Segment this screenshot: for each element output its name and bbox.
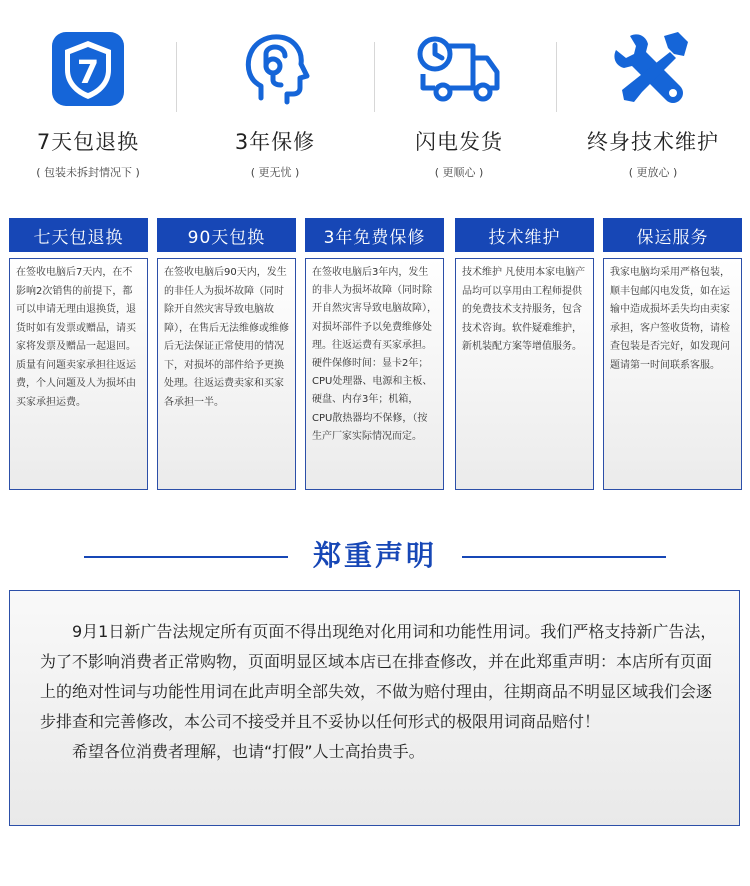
- service-card: [455, 218, 594, 484]
- card-title: 3年免费保修: [305, 218, 444, 252]
- feature-subtitle: ( 更无忧 ): [250, 166, 300, 179]
- service-card: [9, 218, 148, 484]
- declaration-box: [9, 590, 740, 826]
- feature-title: 3年保修: [234, 130, 316, 154]
- title-rule-right: [462, 556, 666, 558]
- feature-title: 终身技术维护: [587, 130, 719, 154]
- feature-subtitle: ( 更放心 ): [628, 166, 678, 179]
- card-title: 技术维护: [455, 218, 594, 252]
- delivery-truck-icon: [374, 28, 544, 110]
- card-body: 在签收电脑后3年内，发生的非人为损坏故障（同时除开自然灾害导致电脑故障），对损坏部件予以免费维修处理。往返运费有买家承担。硬件保修时间：显卡2年；CPU处理器、电源和主板、硬盘、内存3年；机箱，CPU散热器均不保修，（按生产厂家实际情况而定。: [305, 258, 444, 490]
- declaration-paragraph: 9月1日新广告法规定所有页面不得出现绝对化用词和功能性用词。我们严格支持新广告法，为了不影响消费者正常购物，页面明显区域本店已在排查修改，并在此郑重声明：本店所有页面上的绝对性词与功能性用词在此声明全部失效，不做为赔付理由，往期商品不明显区域我们会逐步排查和完善修改，本公司不接受并且不妥协以任何形式的极限用词商品赔付！: [40, 622, 717, 731]
- svg-text:7: 7: [76, 53, 100, 91]
- feature-delivery: [374, 28, 544, 180]
- service-card: [305, 218, 444, 484]
- card-body: 在签收电脑后7天内，在不影响2次销售的前提下，都可以申请无理由退换货，退货时如有发票或赠品，请买家将发票及赠品一起退回。质量有问题卖家承担往返运费，个人问题及人为损坏由买家承担运费。: [9, 258, 148, 490]
- card-body: 技术维护 凡使用本家电脑产品均可以享用由工程师提供的免费技术支持服务，包含技术咨询。软件疑难维护，新机装配方案等增值服务。: [455, 258, 594, 490]
- feature-maintenance: [568, 28, 738, 180]
- feature-title: 闪电发货: [415, 130, 503, 154]
- feature-warranty: [190, 28, 360, 180]
- card-body: 在签收电脑后90天内，发生的非任人为损坏故障（同时除开自然灾害导致电脑故障），在售后无法维修或维修后无法保证正常使用的情况下，对损坏的部件给予更换处理。往返运费卖家和买家各承担一半。: [157, 258, 296, 490]
- card-title: 七天包退换: [9, 218, 148, 252]
- shield-7-icon: [3, 28, 173, 110]
- feature-return: [3, 28, 173, 180]
- tools-icon: [568, 28, 738, 110]
- feature-subtitle: ( 包装未拆封情况下 ): [36, 166, 140, 179]
- declaration-title: 郑重声明: [312, 539, 437, 572]
- declaration-paragraph: 希望各位消费者理解，也请“打假”人士高抬贵手。: [72, 742, 425, 761]
- feature-title: 7天包退换: [36, 130, 140, 154]
- service-card: [603, 218, 742, 484]
- feature-subtitle: ( 更顺心 ): [434, 166, 484, 179]
- card-title: 90天包换: [157, 218, 296, 252]
- divider: [556, 42, 557, 112]
- card-title: 保运服务: [603, 218, 742, 252]
- divider: [176, 42, 177, 112]
- service-card: [157, 218, 296, 484]
- headset-icon: [190, 28, 360, 110]
- card-body: 我家电脑均采用严格包装，顺丰包邮闪电发货，如在运输中造成损坏丢失均由卖家承担，客户签收货物，请检查包装是否完好，如发现问题请第一时间联系客服。: [603, 258, 742, 490]
